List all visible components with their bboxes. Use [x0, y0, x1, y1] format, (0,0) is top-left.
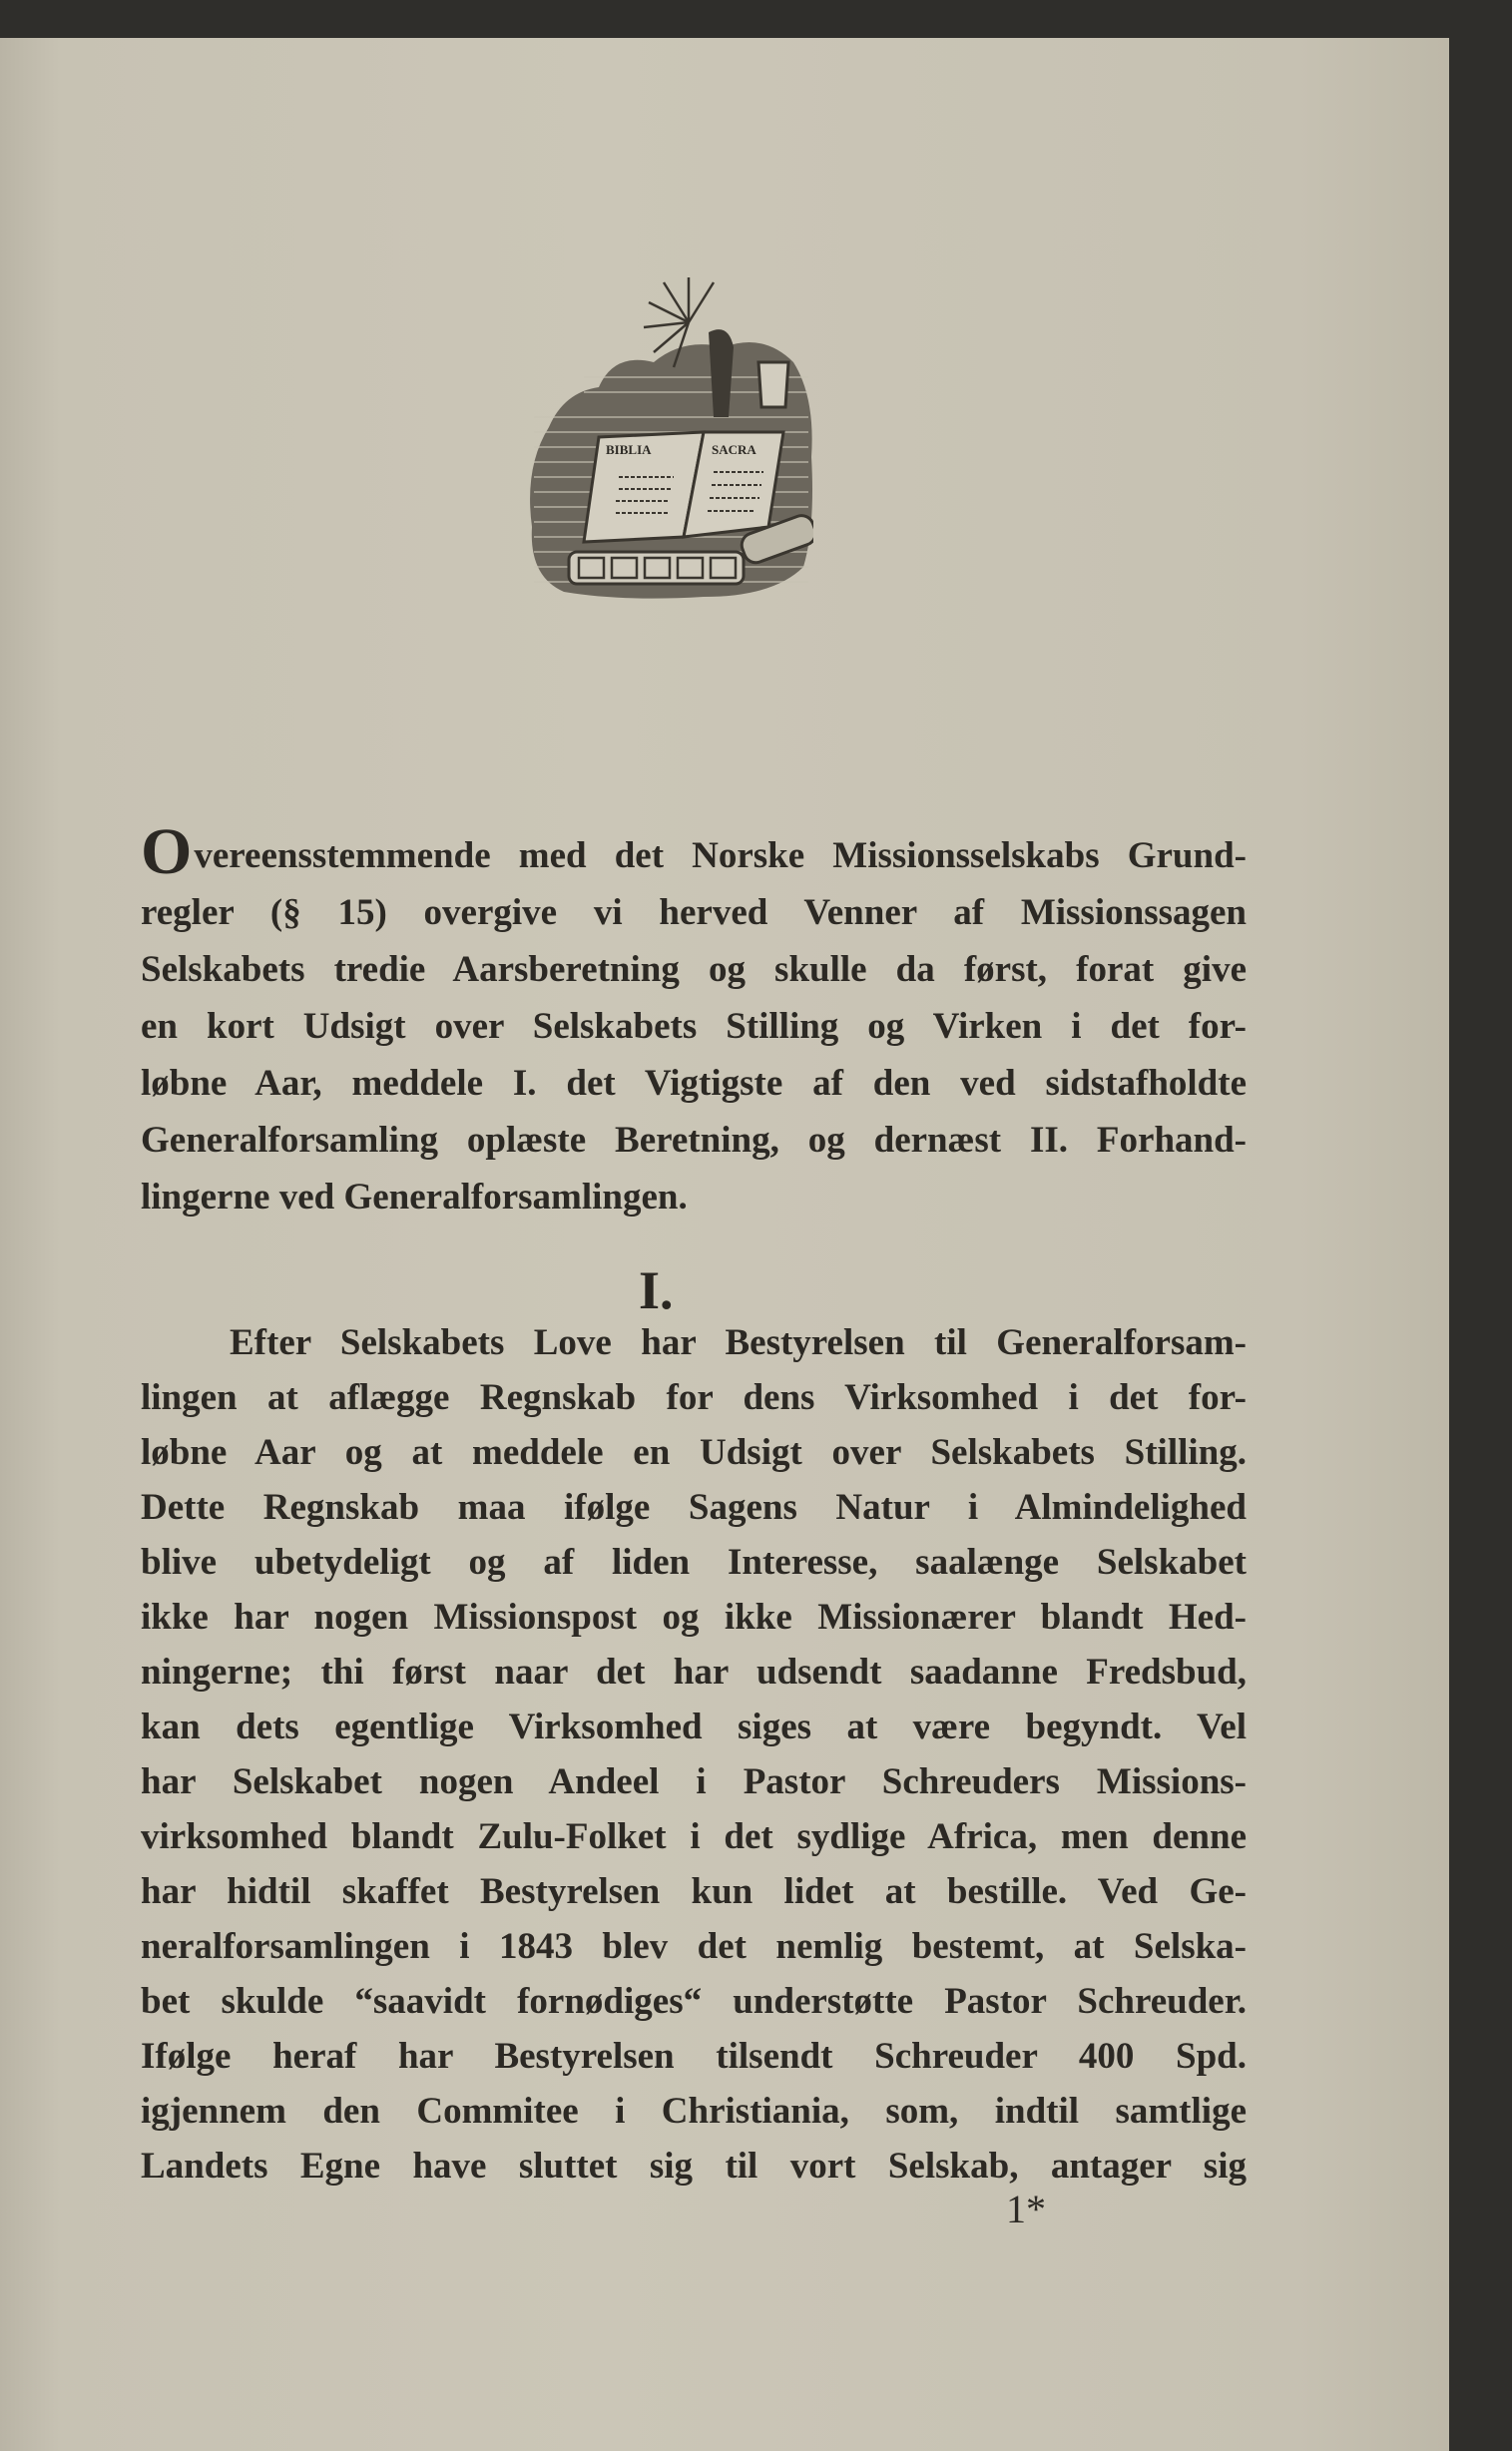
text-line: ikke har nogen Missionspost og ikke Missionærer blandt Hed-	[141, 1597, 1247, 1638]
text-line: løbne Aar, meddele I. det Vigtigste af den ved sidstafholdte	[141, 1063, 1247, 1104]
text-line: lingen at aflægge Regnskab for dens Virksomhed i det for-	[141, 1377, 1247, 1418]
book-label-left: BIBLIA	[606, 442, 652, 457]
text-line: ningerne; thi først naar det har udsendt saadanne Fredsbud,	[141, 1652, 1247, 1693]
text-line: igjennem den Commitee i Christiania, som, indtil samtlige	[141, 2091, 1247, 2132]
text-line: Efter Selskabets Love har Bestyrelsen til Generalforsam-	[230, 1322, 1247, 1363]
text-line: Overeensstemmende med det Norske Missionsselskabs Grund-	[141, 815, 1247, 888]
text-line: har hidtil skaffet Bestyrelsen kun lidet at bestille. Ved Ge-	[141, 1871, 1247, 1912]
text-line: virksomhed blandt Zulu-Folket i det sydlige Africa, men denne	[141, 1816, 1247, 1857]
text-line: regler (§ 15) overgive vi herved Venner af Missionssagen	[141, 892, 1247, 933]
drop-cap: O	[141, 815, 193, 888]
text-line: har Selskabet nogen Andeel i Pastor Schreuders Missions-	[141, 1761, 1247, 1802]
text-line: Ifølge heraf har Bestyrelsen tilsendt Schreuder 400 Spd.	[141, 2036, 1247, 2077]
text-line: blive ubetydeligt og af liden Interesse, saalænge Selskabet	[141, 1542, 1247, 1583]
text-line: neralforsamlingen i 1843 blev det nemlig bestemt, at Selska-	[141, 1926, 1247, 1967]
text-line: bet skulde “saavidt fornødiges“ understøtte Pastor Schreuder.	[141, 1981, 1247, 2022]
text-line: lingerne ved Generalforsamlingen.	[141, 1177, 688, 1218]
text-line: Generalforsamling oplæste Beretning, og dernæst II. Forhand-	[141, 1120, 1247, 1161]
section-heading: I.	[639, 1260, 674, 1320]
text-line: Selskabets tredie Aarsberetning og skulle da først, forat give	[141, 949, 1247, 990]
text-line: løbne Aar og at meddele en Udsigt over Selskabets Stilling.	[141, 1432, 1247, 1473]
book-label-right: SACRA	[712, 442, 756, 457]
text-line: kan dets egentlige Virksomhed siges at være begyndt. Vel	[141, 1707, 1247, 1747]
chalice-icon	[758, 362, 788, 407]
text-line: en kort Udsigt over Selskabets Stilling og Virken i det for-	[141, 1006, 1247, 1047]
text-line: Dette Regnskab maa ifølge Sagens Natur i Almindelighed	[141, 1487, 1247, 1528]
signature-mark: 1*	[1006, 2187, 1046, 2231]
text-line: Landets Egne have sluttet sig til vort Selskab, antager sig	[141, 2146, 1247, 2187]
open-book-icon	[584, 432, 783, 542]
bible-woodcut-emblem	[524, 267, 813, 612]
